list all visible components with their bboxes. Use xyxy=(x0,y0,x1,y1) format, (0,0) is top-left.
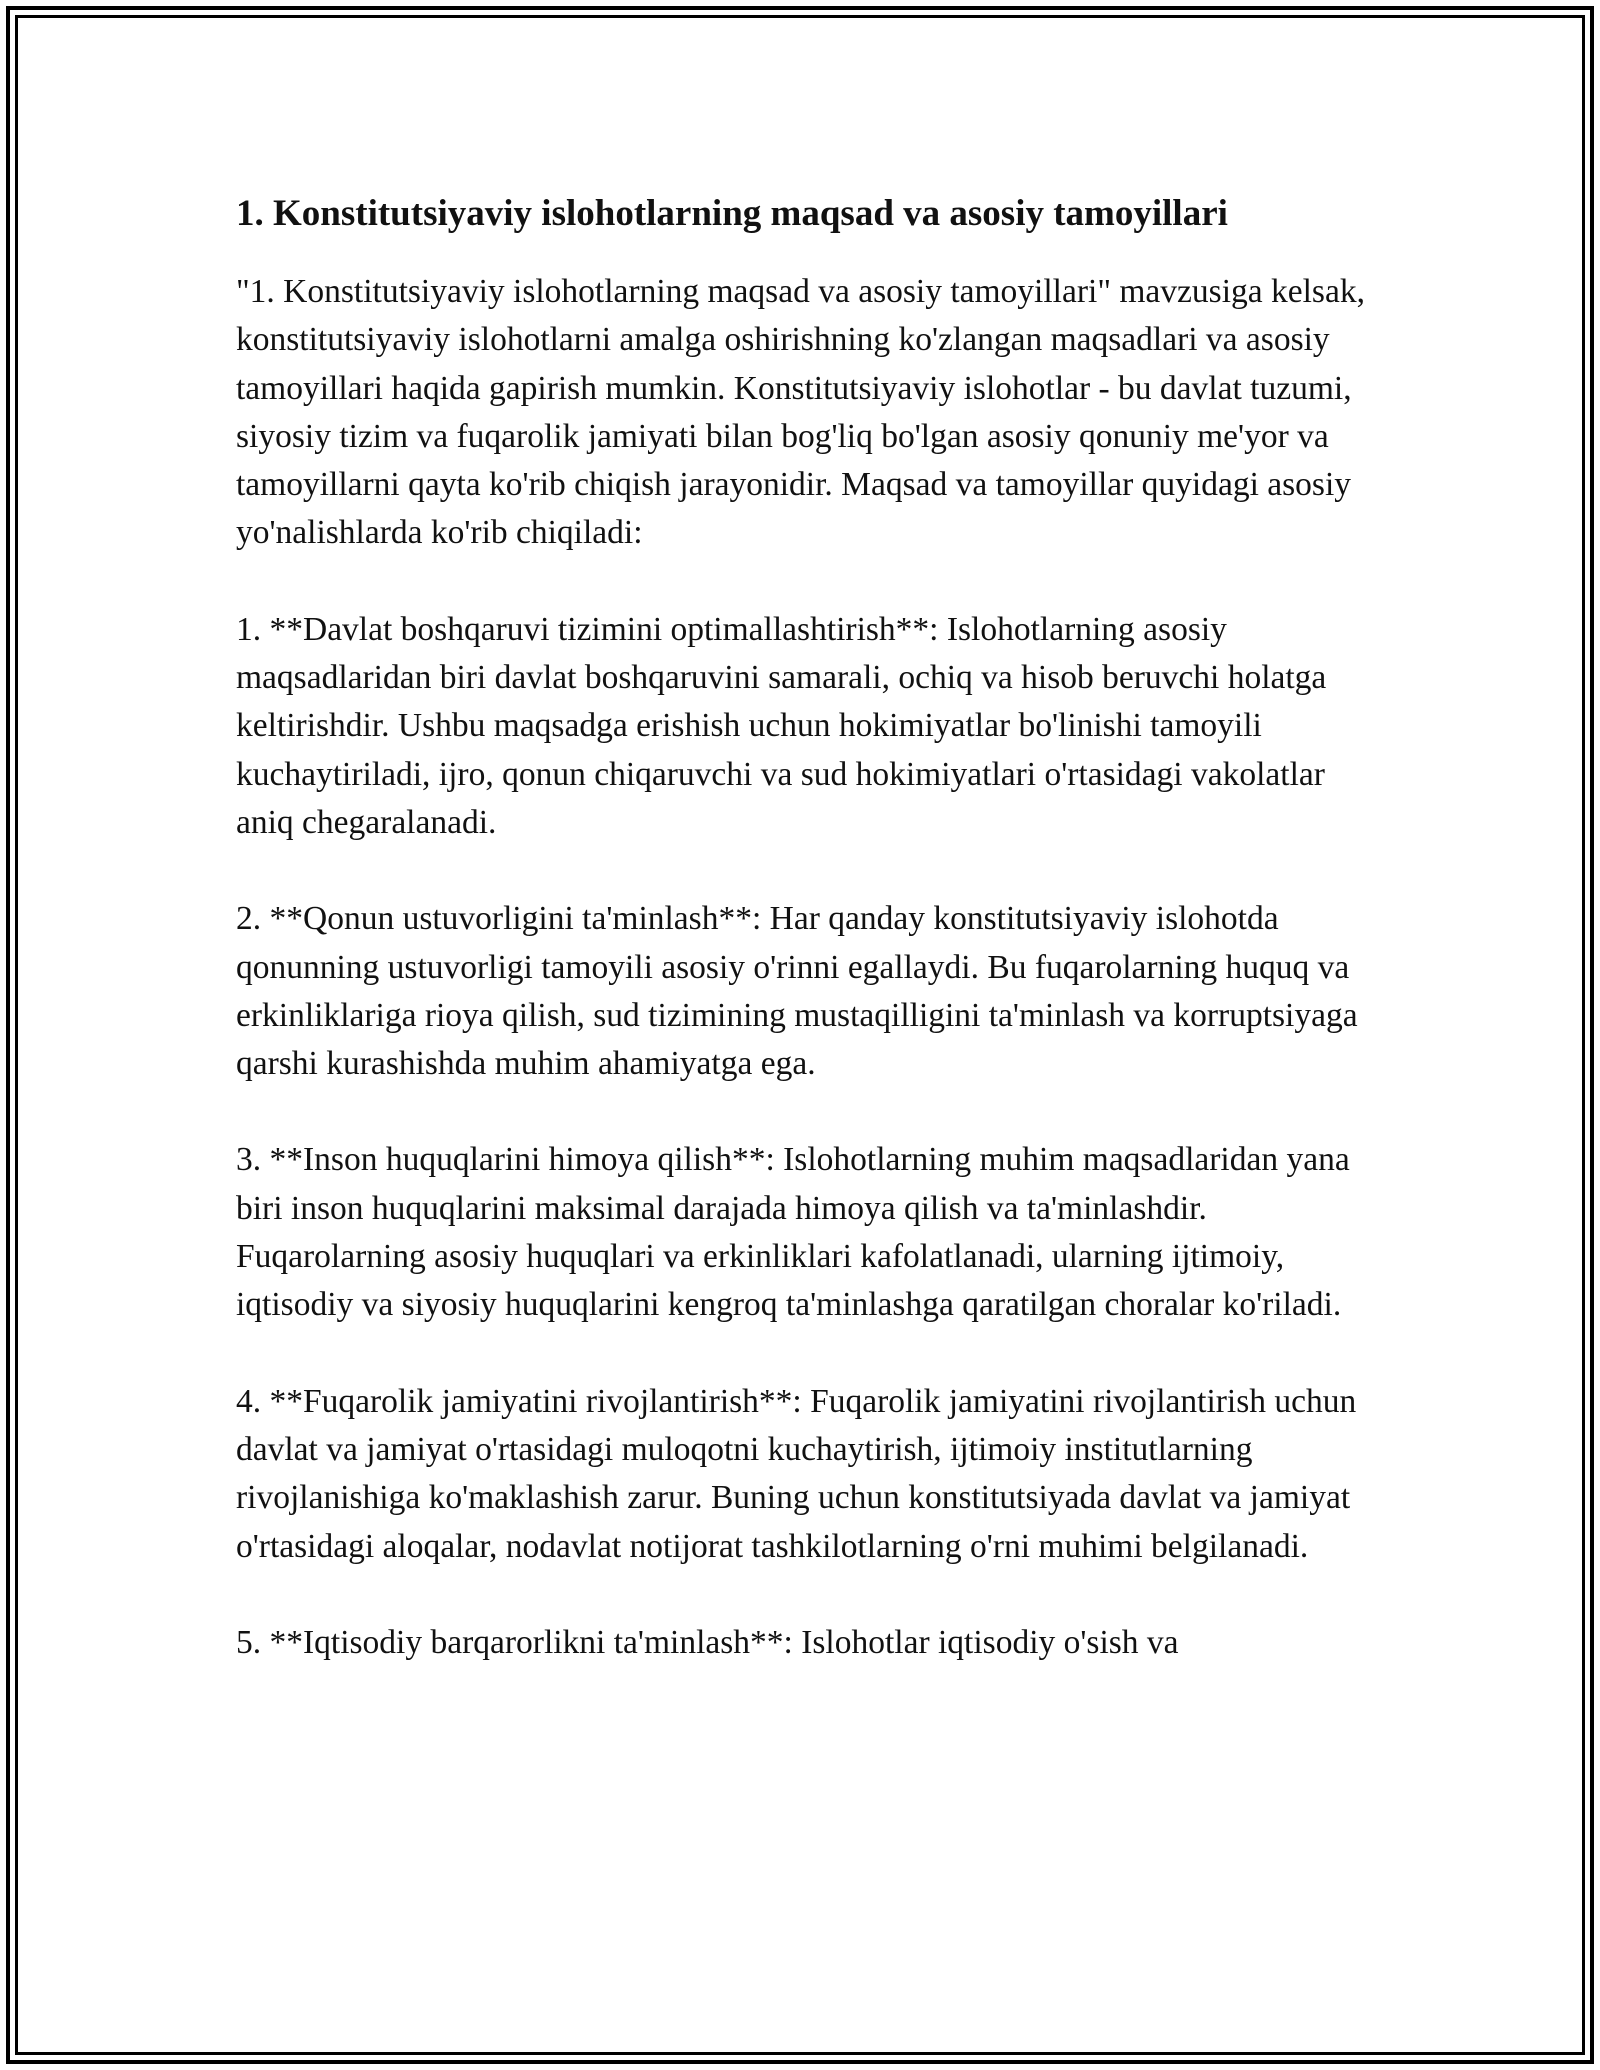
point-5-paragraph: 5. **Iqtisodiy barqarorlikni ta'minlash**: Islohotlar iqtisodiy o'sish va xyxy=(236,1623,1179,1661)
point-3-paragraph: 3. **Inson huquqlarini himoya qilish**: Islohotlarning muhim maqsadlaridan yana biri inson huquqlarini maksimal darajada himoya qilish va ta'minlashdir. Fuqarolarning asosiy huquqlari va erkinliklari kafolatlanadi, ularning ijtimoiy, iqtisodiy va siyosiy huquqlarini kengroq ta'minlashga qaratilgan choralar ko'riladi. xyxy=(236,1141,1350,1324)
document-body xyxy=(236,186,1386,1715)
point-1-paragraph: 1. **Davlat boshqaruvi tizimini optimallashtirish**: Islohotlarning asosiy maqsadlaridan biri davlat boshqaruvini samarali, ochiq va hisob beruvchi holatga keltirishdir. Ushbu maqsadga erishish uchun hokimiyatlar bo'linishi tamoyili kuchaytiriladi, ijro, qonun chiqaruvchi va sud hokimiyatlari o'rtasidagi vakolatlar aniq chegaralanadi. xyxy=(236,610,1327,841)
document-title: 1. Konstitutsiyaviy islohotlarning maqsad va asosiy tamoyillari xyxy=(236,193,1228,234)
point-4-paragraph: 4. **Fuqarolik jamiyatini rivojlantirish**: Fuqarolik jamiyatini rivojlantirish uchun davlat va jamiyat o'rtasidagi muloqotni kuchaytirish, ijtimoiy institutlarning rivojlanishiga ko'maklashish zarur. Buning uchun konstitutsiyada davlat va jamiyat o'rtasidagi aloqalar, nodavlat notijorat tashkilotlarning o'rni muhimi belgilanadi. xyxy=(236,1382,1357,1565)
point-2-paragraph: 2. **Qonun ustuvorligini ta'minlash**: Har qanday konstitutsiyaviy islohotda qonunning ustuvorligi tamoyili asosiy o'rinni egallaydi. Bu fuqarolarning huquq va erkinliklariga rioya qilish, sud tizimining mustaqilligini ta'minlash va korruptsiyaga qarshi kurashishda muhim ahamiyatga ega. xyxy=(236,900,1358,1083)
intro-paragraph: "1. Konstitutsiyaviy islohotlarning maqsad va asosiy tamoyillari" mavzusiga kelsak, konstitutsiyaviy islohotlarni amalga oshirishning ko'zlangan maqsadlari va asosiy tamoyillari haqida gapirish mumkin. Konstitutsiyaviy islohotlar - bu davlat tuzumi, siyosiy tizim va fuqarolik jamiyati bilan bog'liq bo'lgan asosiy qonuniy me'yor va tamoyillarni qayta ko'rib chiqish jarayonidir. Maqsad va tamoyillar quyidagi asosiy yo'nalishlarda ko'rib chiqiladi: xyxy=(236,273,1365,552)
